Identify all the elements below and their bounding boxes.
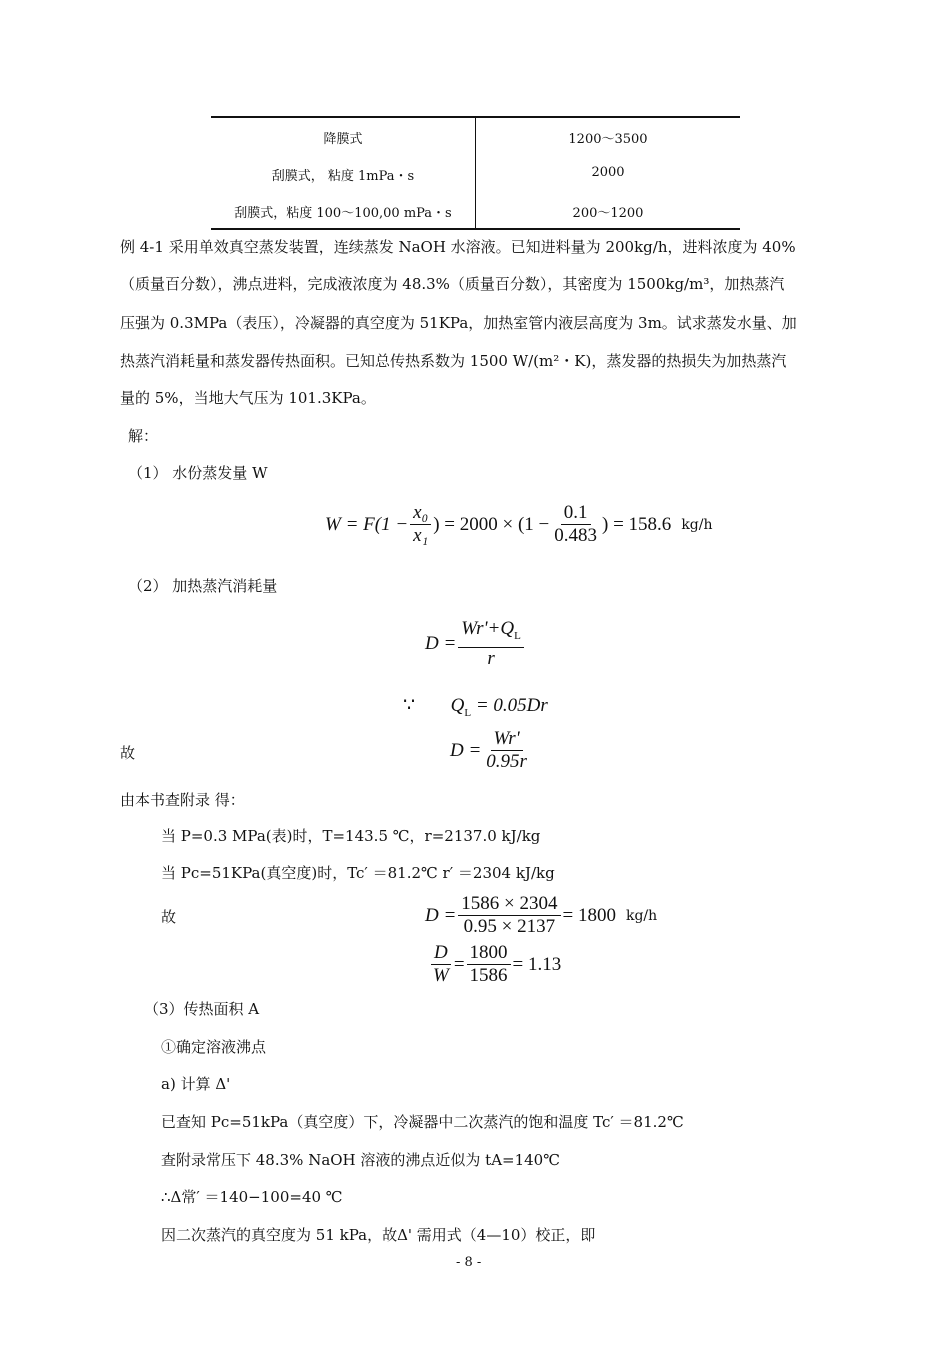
- appendix-line: 由本书查附录 得：: [120, 791, 245, 809]
- eq-term: D =: [425, 632, 457, 654]
- numerator: D: [431, 943, 451, 965]
- fraction: [458, 619, 524, 669]
- eq-term: W = F(1 −: [325, 513, 409, 535]
- eq-term: = 1.13: [512, 953, 562, 975]
- body-line: 因二次蒸汽的真空度为 51 kPa，故Δ' 需用式（4—10）校正，即: [161, 1226, 596, 1244]
- unit: kg/h: [681, 516, 713, 533]
- equation-d-simplified: [450, 729, 532, 772]
- fraction: [467, 943, 511, 986]
- numerator: x₀: [410, 503, 431, 525]
- condition-line: 当 Pc=51KPa(真空度)时，Tc′ ＝81.2℃ r′ ＝2304 kJ/kg: [161, 864, 555, 882]
- denominator: x₁: [413, 525, 429, 546]
- step-heading: （3）传热面积 A: [144, 1000, 260, 1018]
- denominator: W: [433, 965, 449, 986]
- eq-term: D =: [450, 739, 482, 761]
- step-heading: （2） 加热蒸汽消耗量: [128, 577, 278, 595]
- body-line: ∴Δ常′ ＝140−100=40 ℃: [161, 1188, 343, 1206]
- body-line: 已查知 Pc=51kPa（真空度）下，冷凝器中二次蒸汽的饱和温度 Tc′ ＝81.2℃: [161, 1113, 684, 1131]
- table-bottom-rule: [211, 228, 740, 230]
- eq-term: = 1800: [562, 904, 616, 926]
- denominator: 0.483: [554, 525, 598, 546]
- sub-heading: a) 计算 Δ': [161, 1075, 231, 1093]
- unit: kg/h: [625, 907, 658, 924]
- table-cell-value: 2000: [591, 165, 625, 180]
- fraction: [551, 503, 600, 546]
- table-cell-value: 1200～3500: [568, 132, 648, 147]
- eq-term: Q: [450, 695, 465, 716]
- example-line: 例 4-1 采用单效真空蒸发装置，连续蒸发 NaOH 水溶液。已知进料量为 200kg/h，进料浓度为 40%: [120, 238, 796, 256]
- eq-term: = 0.05Dr: [471, 695, 548, 716]
- example-line: 热蒸汽消耗量和蒸发器传热面积。已知总传热系数为 1500 W/(m²・K)，蒸发器的热损失为加热蒸汽: [120, 352, 787, 370]
- table-cell-value: 200～1200: [572, 206, 644, 221]
- numerator: 1800: [467, 943, 511, 965]
- example-line: 压强为 0.3MPa（表压），冷凝器的真空度为 51KPa，加热室管内液层高度为 3m。试求蒸发水量、加: [120, 314, 797, 332]
- eq-term: ) = 158.6: [602, 513, 672, 535]
- eq-term: =: [453, 953, 465, 975]
- fraction: [430, 943, 452, 986]
- denominator: 0.95r: [486, 751, 527, 772]
- numerator: 1586 × 2304: [458, 894, 560, 916]
- because-symbol: ∵: [403, 695, 416, 716]
- therefore-label: 故: [120, 744, 136, 762]
- numerator-text: Wr'+Q: [461, 618, 515, 639]
- denominator: 1586: [469, 965, 508, 986]
- sub-heading: ①确定溶液沸点: [161, 1038, 267, 1056]
- equation-water-evaporation: [325, 503, 713, 546]
- equation-heat-loss: [403, 694, 548, 719]
- numerator: 0.1: [561, 503, 591, 525]
- denominator: 0.95 × 2137: [463, 916, 556, 937]
- eq-term: ) = 2000 × (1 −: [433, 513, 550, 535]
- subscript: L: [514, 629, 521, 642]
- fraction: [483, 729, 530, 772]
- step-heading: （1） 水份蒸发量 W: [128, 464, 268, 482]
- body-line: 查附录常压下 48.3% NaOH 溶液的沸点近似为 tA=140℃: [161, 1151, 561, 1169]
- page-number: - 8 -: [456, 1255, 482, 1270]
- fraction: [410, 503, 431, 546]
- numerator: Wr': [491, 729, 523, 751]
- numerator: [458, 619, 524, 648]
- table-cell-type: 刮膜式， 粘度 1mPa・s: [271, 169, 415, 184]
- subscript: L: [464, 706, 472, 719]
- equation-steam-consumption: [425, 619, 526, 669]
- example-line: （质量百分数），沸点进料，完成液浓度为 48.3%（质量百分数），其密度为 1500kg/m³，加热蒸汽: [120, 275, 785, 293]
- solution-label: 解：: [128, 427, 159, 445]
- denominator: r: [487, 647, 495, 669]
- table-cell-type: 刮膜式，粘度 100～100,00 mPa・s: [234, 206, 452, 221]
- equation-ratio: [428, 943, 561, 986]
- fraction: [458, 894, 560, 937]
- therefore-label: 故: [161, 908, 177, 926]
- condition-line: 当 P=0.3 MPa(表)时，T=143.5 ℃，r=2137.0 kJ/kg: [161, 827, 541, 845]
- eq-term: D =: [425, 904, 457, 926]
- table-cell-type: 降膜式: [323, 132, 363, 147]
- equation-d-value: [425, 894, 657, 937]
- viscosity-table: [211, 116, 740, 228]
- example-line: 量的 5%，当地大气压为 101.3KPa。: [120, 389, 376, 407]
